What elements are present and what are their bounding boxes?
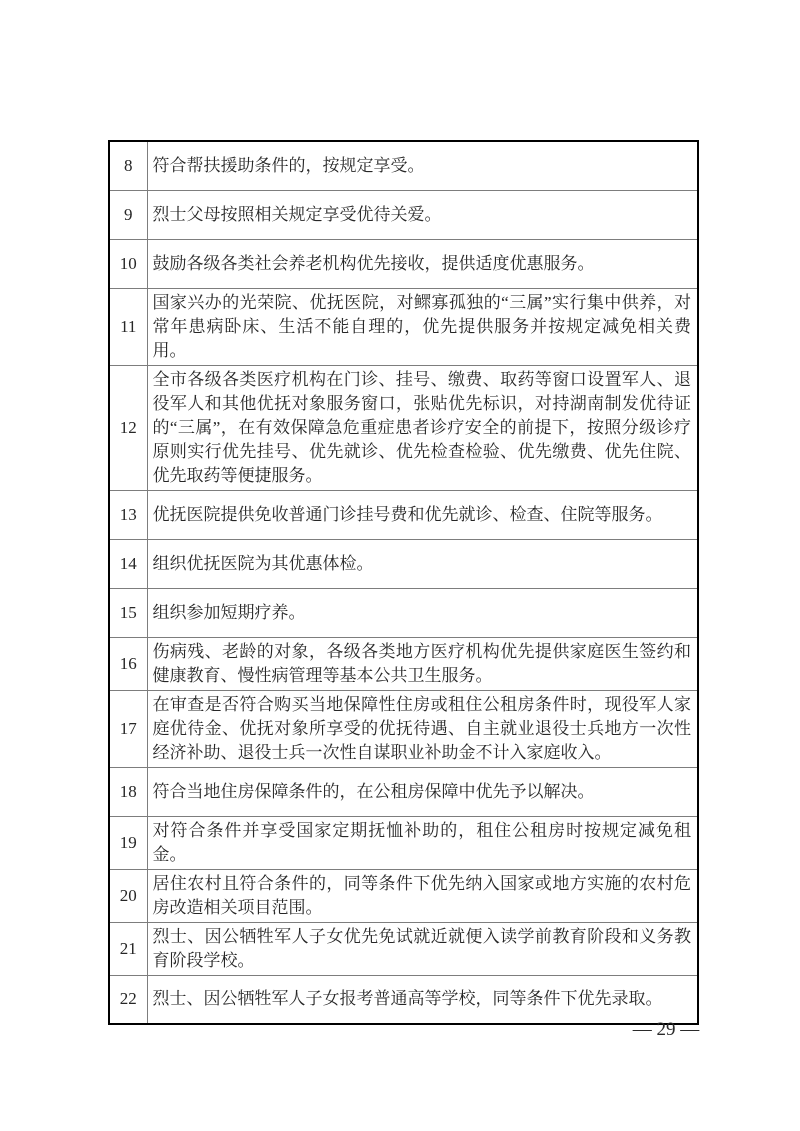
row-text: 居住农村且符合条件的，同等条件下优先纳入国家或地方实施的农村危房改造相关项目范围。 [147, 869, 698, 922]
row-number: 21 [109, 922, 147, 975]
table-row [109, 365, 698, 490]
table-row [109, 141, 698, 190]
table-row [109, 288, 698, 365]
table-row [109, 588, 698, 637]
row-number: 20 [109, 869, 147, 922]
row-text: 烈士、因公牺牲军人子女报考普通高等学校，同等条件下优先录取。 [147, 975, 698, 1024]
row-text: 伤病残、老龄的对象，各级各类地方医疗机构优先提供家庭医生签约和健康教育、慢性病管理等基本公共卫生服务。 [147, 637, 698, 690]
row-text: 符合帮扶援助条件的，按规定享受。 [147, 141, 698, 190]
table-row [109, 190, 698, 239]
table-row [109, 490, 698, 539]
row-text: 烈士、因公牺牲军人子女优先免试就近就便入读学前教育阶段和义务教育阶段学校。 [147, 922, 698, 975]
row-number: 16 [109, 637, 147, 690]
table-row [109, 975, 698, 1024]
row-text: 符合当地住房保障条件的，在公租房保障中优先予以解决。 [147, 767, 698, 816]
row-number: 13 [109, 490, 147, 539]
benefits-table [108, 140, 699, 1025]
row-text: 在审查是否符合购买当地保障性住房或租住公租房条件时，现役军人家庭优待金、优抚对象所享受的优抚待遇、自主就业退役士兵地方一次性经济补助、退役士兵一次性自谋职业补助金不计入家庭收入。 [147, 690, 698, 767]
row-number: 22 [109, 975, 147, 1024]
table-row [109, 767, 698, 816]
page-number: — 29 — [632, 1019, 700, 1040]
table-row [109, 637, 698, 690]
table-row [109, 690, 698, 767]
row-number: 12 [109, 365, 147, 490]
row-number: 11 [109, 288, 147, 365]
row-number: 19 [109, 816, 147, 869]
row-number: 18 [109, 767, 147, 816]
row-text: 国家兴办的光荣院、优抚医院，对鳏寡孤独的“三属”实行集中供养，对常年患病卧床、生活不能自理的，优先提供服务并按规定减免相关费用。 [147, 288, 698, 365]
table-row [109, 922, 698, 975]
row-number: 17 [109, 690, 147, 767]
table-row [109, 239, 698, 288]
row-number: 8 [109, 141, 147, 190]
row-number: 15 [109, 588, 147, 637]
table-row [109, 869, 698, 922]
row-text: 组织参加短期疗养。 [147, 588, 698, 637]
row-text: 全市各级各类医疗机构在门诊、挂号、缴费、取药等窗口设置军人、退役军人和其他优抚对象服务窗口，张贴优先标识，对持湖南制发优待证的“三属”，在有效保障急危重症患者诊疗安全的前提下，按照分级诊疗原则实行优先挂号、优先就诊、优先检查检验、优先缴费、优先住院、优先取药等便捷服务。 [147, 365, 698, 490]
row-number: 9 [109, 190, 147, 239]
row-text: 鼓励各级各类社会养老机构优先接收，提供适度优惠服务。 [147, 239, 698, 288]
table-row [109, 816, 698, 869]
row-text: 优抚医院提供免收普通门诊挂号费和优先就诊、检查、住院等服务。 [147, 490, 698, 539]
row-text: 烈士父母按照相关规定享受优待关爱。 [147, 190, 698, 239]
table-row [109, 539, 698, 588]
row-text: 组织优抚医院为其优惠体检。 [147, 539, 698, 588]
row-number: 14 [109, 539, 147, 588]
row-number: 10 [109, 239, 147, 288]
row-text: 对符合条件并享受国家定期抚恤补助的，租住公租房时按规定减免租金。 [147, 816, 698, 869]
